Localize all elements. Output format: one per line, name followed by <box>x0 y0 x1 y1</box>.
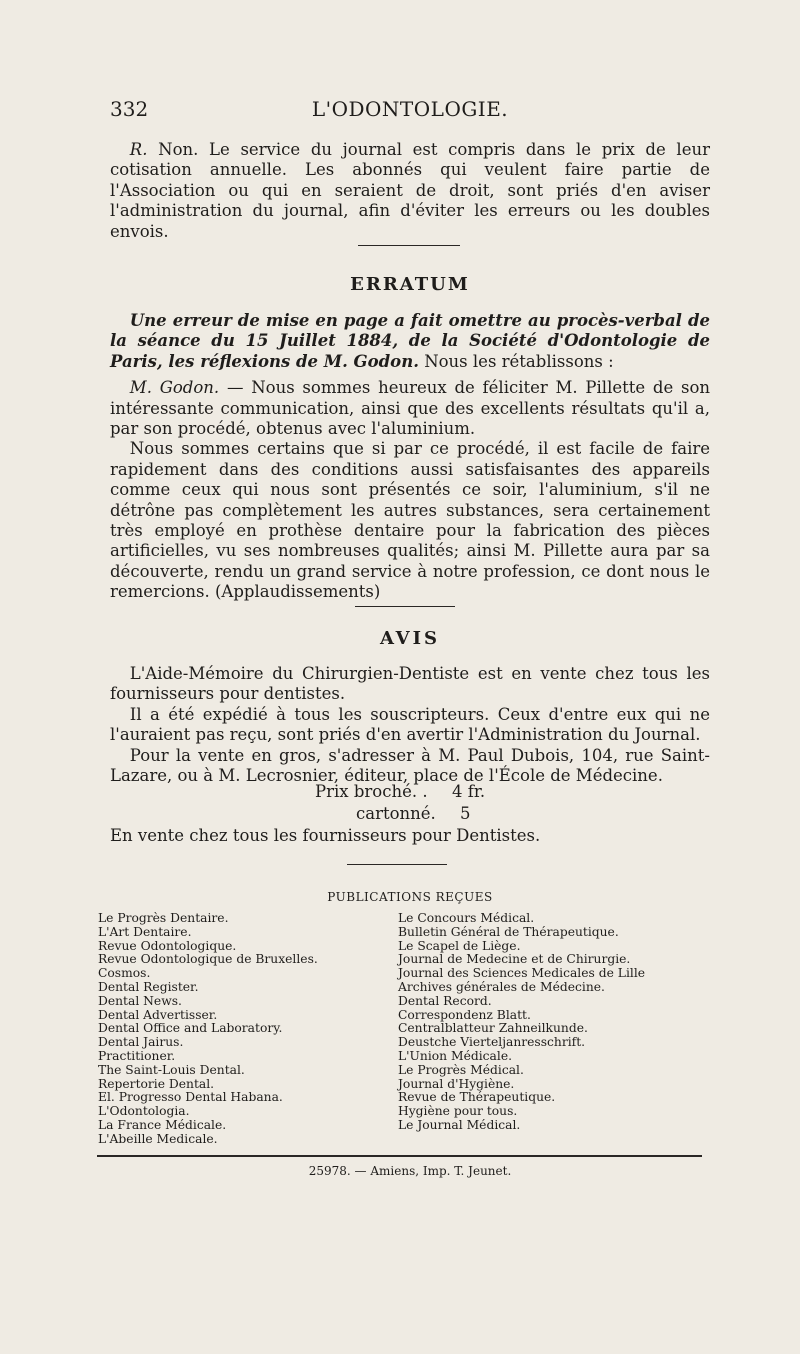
avis-paragraph-1: L'Aide-Mémoire du Chirurgien-Dentiste est en vente chez tous les fournisseurs pour dentistes. <box>110 664 710 704</box>
avis-paragraph-3: Pour la vente en gros, s'adresser à M. Paul Dubois, 104, rue Saint-Lazare, ou à M. Lecrosnier, éditeur, place de l'École de Médecine. <box>110 745 710 786</box>
erratum-intro-italic: Une erreur de mise en page a fait omettre au procès-verbal de la séance du 15 Juillet 1884, de la Société d'Odontologie de Paris, les réflexions de M. Godon. <box>110 311 710 371</box>
section-divider <box>358 245 460 246</box>
publication-item: Dental Advertisser. <box>98 1007 218 1022</box>
intro-text: Non. Le service du journal est compris dans le prix de leur cotisation annuelle. Les abonnés qui veulent faire partie de l'Association ou qui en seraient de droit, sont priés d'en aviser l'administration du journal, afin d'éviter les erreurs ou les doubles envois. <box>110 140 710 241</box>
publications-right-column <box>398 912 645 1133</box>
price-cartonne-label: cartonné. <box>356 804 436 823</box>
publication-item: La France Médicale. <box>98 1117 227 1132</box>
printer-imprint: 25978. — Amiens, Imp. T. Jeunet. <box>308 1164 512 1178</box>
section-divider <box>355 606 455 607</box>
publication-item: The Saint-Louis Dental. <box>98 1062 245 1077</box>
intro-paragraph <box>110 140 710 242</box>
publication-item: Dental Record. <box>398 993 492 1008</box>
erratum-intro-roman: Nous les rétablissons : <box>424 351 614 371</box>
publication-item: Journal de Medecine et de Chirurgie. <box>398 952 631 967</box>
avis-heading: AVIS <box>379 628 441 649</box>
publication-item: Dental Jairus. <box>98 1035 184 1050</box>
avis-paragraph-2: Il a été expédié à tous les souscripteurs. Ceux d'entre eux qui ne l'auraient pas reçu, sont priés d'en avertir l'Administration du Journal. <box>110 704 710 745</box>
publication-item: Revue Odontologique de Bruxelles. <box>98 952 318 967</box>
publication-item: Archives générales de Médecine. <box>398 979 605 994</box>
publication-item: Le Progrès Dentaire. <box>98 911 229 925</box>
publication-item: Correspondenz Blatt. <box>398 1007 531 1022</box>
price-cartonne-value: 5 <box>460 804 471 823</box>
erratum-heading: ERRATUM <box>350 274 470 295</box>
publication-item: Le Progrès Médical. <box>398 1062 524 1077</box>
closing-line: En vente chez tous les fournisseurs pour Dentistes. <box>110 826 541 845</box>
publication-item: Bulletin Général de Thérapeutique. <box>398 924 619 939</box>
publication-item: Cosmos. <box>98 966 151 981</box>
erratum-section <box>110 311 710 603</box>
erratum-paragraph-1: — Nous sommes heureux de féliciter M. Pillette de son intéressante communication, ainsi que des excellents résultats qu'il a, par son procédé, obtenus avec l'aluminium. <box>110 378 710 439</box>
erratum-paragraph-2: Nous sommes certains que si par ce procédé, il est facile de faire rapidement dans des conditions aussi satisfaisantes des appareils comme ceux qui nous sont présentés ce soir, l'aluminium, s'il ne détrône pas complètement les autres substances, sera certainement très employé en prothèse dentaire pour la fabrication des pièces artificielles, vu ses nombreuses qualités; ainsi M. Pillette aura par sa découverte, rendu un grand service à notre profession, ce dont nous le remercions. (Applaudissements) <box>110 439 710 602</box>
publication-item: Revue de Thérapeutique. <box>398 1090 556 1105</box>
publication-item: Journal des Sciences Medicales de Lille <box>398 966 646 981</box>
publication-item: Repertorie Dental. <box>98 1076 215 1091</box>
publication-item: L'Union Médicale. <box>398 1048 513 1063</box>
answer-label: R. <box>129 140 148 159</box>
publication-item: Dental News. <box>98 993 182 1008</box>
avis-closing <box>110 826 710 846</box>
running-title: L'ODONTOLOGIE. <box>311 97 509 121</box>
publication-item: Centralblatteur Zahneilkunde. <box>398 1021 588 1036</box>
publication-item: Hygiène pour tous. <box>398 1104 518 1119</box>
publications-title: PUBLICATIONS REÇUES <box>327 890 493 904</box>
publication-item: Deustche Vierteljanresschrift. <box>398 1035 586 1050</box>
publication-item: Journal d'Hygiène. <box>398 1076 515 1091</box>
publication-item: L'Art Dentaire. <box>98 924 192 939</box>
publication-item: L'Abeille Medicale. <box>98 1131 218 1146</box>
price-broche-label: Prix broché. . <box>315 782 428 801</box>
page-header <box>110 97 710 127</box>
section-divider <box>347 864 447 865</box>
publication-item: El. Progresso Dental Habana. <box>98 1090 283 1105</box>
publication-item: Dental Register. <box>98 979 199 994</box>
publications-left-column <box>98 912 318 1147</box>
publication-item: Le Scapel de Liège. <box>398 938 521 953</box>
price-broche-value: 4 fr. <box>452 782 486 801</box>
speaker-name: M. Godon. <box>129 378 220 398</box>
avis-section <box>110 664 710 786</box>
publication-item: Le Concours Médical. <box>398 911 535 925</box>
publication-item: Le Journal Médical. <box>398 1117 521 1132</box>
page-number: 332 <box>110 97 149 121</box>
publication-item: Revue Odontologique. <box>98 938 237 953</box>
publication-item: Practitioner. <box>98 1048 176 1063</box>
publication-item: L'Odontologia. <box>98 1104 190 1119</box>
footer-rule <box>97 1155 702 1157</box>
publication-item: Dental Office and Laboratory. <box>98 1021 283 1036</box>
